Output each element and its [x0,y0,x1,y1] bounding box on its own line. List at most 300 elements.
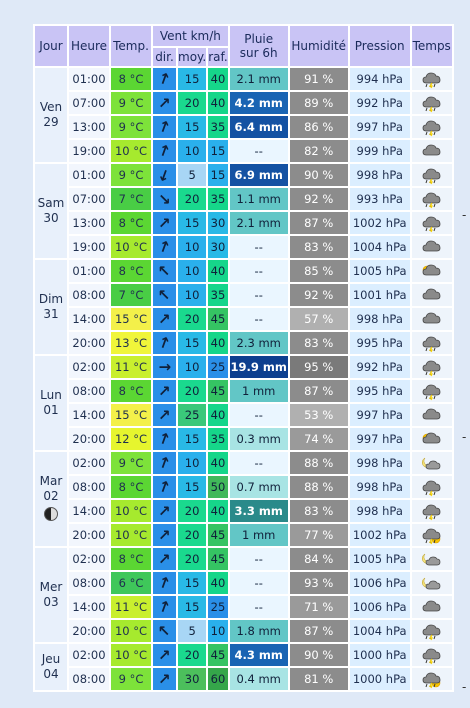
weather-cell [412,452,452,474]
weather-cell [412,380,452,402]
wind-dir-cell [153,644,176,666]
storm-icon [412,214,452,233]
rain-cell: 0.7 mm [230,476,288,498]
forecast-row [35,548,452,570]
weather-cell [412,668,452,690]
pressure-cell: 995 hPa [350,380,410,402]
pressure-cell: 1004 hPa [350,620,410,642]
humidity-cell: 82 % [290,140,348,162]
forecast-row [35,68,452,90]
storm-icon [412,94,452,113]
weather-cell [412,356,452,378]
temp-cell: 10 °C [111,620,151,642]
forecast-row [35,236,452,258]
wind-dir-cell [153,212,176,234]
wind-dir-cell [153,92,176,114]
wind-gust-cell: 40 [208,92,227,114]
temp-cell: 9 °C [111,668,151,690]
hour-cell: 20:00 [69,620,109,642]
rain-cell: -- [230,452,288,474]
weather-cell [412,140,452,162]
storm-icon [412,622,452,641]
hour-cell: 14:00 [69,500,109,522]
cloud-icon [412,286,452,305]
col-humidite: Humidité [290,26,348,66]
wind-avg-cell: 30 [178,668,206,690]
temp-cell: 6 °C [111,572,151,594]
cloud-icon [412,142,452,161]
col-heure: Heure [69,26,109,66]
wind-gust-cell: 40 [208,500,227,522]
wind-dir-cell [153,380,176,402]
day-number: 03 [43,595,59,609]
wind-arrow-icon: ↑ [153,620,176,642]
storm-icon [412,118,452,137]
hour-cell: 01:00 [69,260,109,282]
temp-cell: 15 °C [111,308,151,330]
weather-cell [412,620,452,642]
rain-cell: -- [230,236,288,258]
wind-arrow-icon: ↑ [155,428,174,450]
wind-dir-cell [153,68,176,90]
wind-avg-cell: 5 [178,620,206,642]
forecast-row [35,428,452,450]
temp-cell: 10 °C [111,500,151,522]
wind-gust-cell: 10 [208,620,227,642]
col-pression: Pression [350,26,410,66]
pressure-cell: 997 hPa [350,116,410,138]
pressure-cell: 1001 hPa [350,284,410,306]
wind-dir-cell [153,668,176,690]
wind-arrow-icon: ↑ [153,308,176,330]
forecast-row [35,572,452,594]
wind-gust-cell: 45 [208,548,227,570]
wind-gust-cell: 50 [208,476,227,498]
wind-gust-cell: 35 [208,116,227,138]
day-name: Mar [39,473,63,488]
storm-icon [412,382,452,401]
hour-cell: 01:00 [69,164,109,186]
humidity-cell: 93 % [290,572,348,594]
wind-gust-cell: 45 [208,644,227,666]
forecast-row [35,308,452,330]
wind-gust-cell: 40 [208,452,227,474]
wind-dir-cell [153,140,176,162]
hour-cell: 20:00 [69,332,109,354]
hour-cell: 08:00 [69,284,109,306]
rain-cell: 0.3 mm [230,428,288,450]
humidity-cell: 90 % [290,164,348,186]
wind-dir-cell [153,308,176,330]
temp-cell: 11 °C [111,356,151,378]
weather-cell [412,548,452,570]
day-name: Lun [40,388,62,402]
forecast-table [33,24,454,692]
weather-cell [412,68,452,90]
forecast-frame [33,24,458,692]
wind-gust-cell: 35 [208,428,227,450]
hour-cell: 07:00 [69,188,109,210]
day-cell [35,548,67,642]
weather-cell [412,260,452,282]
weather-cell [412,284,452,306]
wind-dir-cell [153,620,176,642]
wind-dir-cell [153,116,176,138]
humidity-cell: 83 % [290,236,348,258]
weather-cell [412,116,452,138]
pressure-cell: 998 hPa [350,452,410,474]
pressure-cell: 992 hPa [350,92,410,114]
wind-arrow-icon: ↑ [153,380,176,402]
pressure-cell: 998 hPa [350,476,410,498]
forecast-row [35,116,452,138]
col-temp: Temp. [111,26,151,66]
scroll-mark-2: - [462,430,467,444]
wind-gust-cell: 35 [208,188,227,210]
forecast-row [35,596,452,618]
weather-cell [412,428,452,450]
moon-cloud-icon [412,454,452,473]
forecast-row [35,92,452,114]
storm-icon [412,190,452,209]
wind-avg-cell: 15 [178,476,206,498]
storm-icon [412,70,452,89]
wind-gust-cell: 25 [208,356,227,378]
humidity-cell: 95 % [290,356,348,378]
wind-gust-cell: 40 [208,332,227,354]
storm-icon [412,478,452,497]
weather-cell [412,332,452,354]
day-name: Sam [37,196,65,210]
wind-dir-cell [153,476,176,498]
forecast-row [35,380,452,402]
weather-cell [412,476,452,498]
humidity-cell: 74 % [290,428,348,450]
wind-dir-cell [153,524,176,546]
pressure-cell: 998 hPa [350,164,410,186]
rain-cell: 6.9 mm [230,164,288,186]
storm-sun-icon [412,670,452,689]
day-cell [35,260,67,354]
wind-gust-cell: 30 [208,236,227,258]
rain-cell: 2.3 mm [230,332,288,354]
col-raf: raf. [208,50,228,64]
humidity-cell: 89 % [290,92,348,114]
humidity-cell: 88 % [290,476,348,498]
pressure-cell: 1006 hPa [350,572,410,594]
forecast-row [35,260,452,282]
moon-phase-icon [44,507,58,521]
wind-dir-cell [153,548,176,570]
weather-cell [412,308,452,330]
humidity-cell: 71 % [290,596,348,618]
wind-arrow-icon: ↑ [153,188,176,210]
hour-cell: 02:00 [69,548,109,570]
wind-arrow-icon: ↑ [153,260,176,282]
temp-cell: 8 °C [111,212,151,234]
wind-arrow-icon: ↑ [153,500,176,522]
wind-arrow-icon: ↑ [155,572,174,594]
rain-cell: -- [230,140,288,162]
col-jour: Jour [35,26,67,66]
day-number: 01 [43,403,59,417]
hour-cell: 19:00 [69,140,109,162]
col-vent: Vent km/h [153,26,228,46]
weather-cell [412,164,452,186]
wind-avg-cell: 20 [178,380,206,402]
pressure-cell: 998 hPa [350,308,410,330]
pressure-cell: 1006 hPa [350,596,410,618]
rain-cell: 2.1 mm [230,212,288,234]
rain-cell: -- [230,404,288,426]
hour-cell: 08:00 [69,572,109,594]
temp-cell: 7 °C [111,188,151,210]
sun-cloud-icon [412,262,452,281]
humidity-cell: 57 % [290,308,348,330]
wind-avg-cell: 10 [178,140,206,162]
hour-cell: 01:00 [69,68,109,90]
temp-cell: 8 °C [111,68,151,90]
weather-cell [412,92,452,114]
pressure-cell: 999 hPa [350,140,410,162]
wind-avg-cell: 15 [178,68,206,90]
wind-gust-cell: 45 [208,308,227,330]
pressure-cell: 1000 hPa [350,644,410,666]
humidity-cell: 53 % [290,404,348,426]
temp-cell: 9 °C [111,92,151,114]
wind-avg-cell: 15 [178,572,206,594]
humidity-cell: 81 % [290,668,348,690]
day-name: Dim [38,292,64,306]
temp-cell: 7 °C [111,284,151,306]
temp-cell: 11 °C [111,596,151,618]
temp-cell: 9 °C [111,116,151,138]
wind-avg-cell: 20 [178,188,206,210]
rain-cell: -- [230,284,288,306]
wind-arrow-icon: ↑ [153,524,176,546]
col-dir: dir. [153,48,176,66]
wind-arrow-icon: ↑ [155,164,174,186]
wind-avg-cell: 15 [178,332,206,354]
rain-cell: 19.9 mm [230,356,288,378]
day-name: Mer [39,580,63,594]
wind-gust-cell: 15 [208,140,227,162]
forecast-row [35,212,452,234]
weather-cell [412,524,452,546]
wind-gust-cell: 15 [208,164,227,186]
forecast-row [35,644,452,666]
wind-arrow-icon: ↑ [155,236,174,258]
humidity-cell: 90 % [290,644,348,666]
wind-avg-cell: 25 [178,404,206,426]
hour-cell: 02:00 [69,452,109,474]
wind-dir-cell [153,188,176,210]
wind-dir-cell [153,332,176,354]
weather-cell [412,644,452,666]
wind-dir-cell [153,164,176,186]
wind-dir-cell [153,452,176,474]
wind-avg-cell: 20 [178,308,206,330]
wind-avg-cell: 10 [178,452,206,474]
storm-icon [412,646,452,665]
wind-avg-cell: 15 [178,428,206,450]
rain-cell: -- [230,260,288,282]
humidity-cell: 84 % [290,548,348,570]
hour-cell: 20:00 [69,524,109,546]
pressure-cell: 994 hPa [350,68,410,90]
storm-icon [412,166,452,185]
temp-cell: 8 °C [111,380,151,402]
hour-cell: 02:00 [69,644,109,666]
temp-cell: 8 °C [111,260,151,282]
scroll-mark-1: - [462,208,467,222]
forecast-row [35,140,452,162]
temp-cell: 10 °C [111,140,151,162]
rain-cell: -- [230,596,288,618]
pressure-cell: 997 hPa [350,428,410,450]
wind-gust-cell: 25 [208,596,227,618]
day-cell [35,452,67,546]
pressure-cell: 995 hPa [350,332,410,354]
wind-avg-cell: 20 [178,548,206,570]
day-cell [35,68,67,162]
pressure-cell: 1002 hPa [350,212,410,234]
wind-dir-cell [153,596,176,618]
wind-arrow-icon: ↑ [155,332,174,354]
day-number: 02 [43,488,59,503]
weather-cell [412,236,452,258]
wind-arrow-icon: ↑ [153,644,176,666]
wind-arrow-icon: ↑ [155,596,174,618]
forecast-row [35,284,452,306]
humidity-cell: 83 % [290,332,348,354]
moon-cloud-icon [412,550,452,569]
day-cell [35,356,67,450]
wind-avg-cell: 10 [178,236,206,258]
day-name: Ven [39,100,63,114]
hour-cell: 13:00 [69,116,109,138]
day-cell [35,164,67,258]
wind-dir-cell [153,236,176,258]
wind-arrow-icon: ↑ [153,284,176,306]
humidity-cell: 87 % [290,380,348,402]
rain-cell: 1 mm [230,524,288,546]
hour-cell: 08:00 [69,476,109,498]
wind-arrow-icon: ↑ [153,92,176,114]
storm-icon [412,334,452,353]
wind-arrow-icon: ↑ [155,68,174,90]
pressure-cell: 1004 hPa [350,236,410,258]
forecast-row [35,332,452,354]
humidity-cell: 77 % [290,524,348,546]
day-cell [35,644,67,690]
wind-avg-cell: 5 [178,164,206,186]
forecast-row [35,668,452,690]
wind-avg-cell: 15 [178,596,206,618]
temp-cell: 8 °C [111,476,151,498]
temp-cell: 13 °C [111,332,151,354]
wind-dir-cell [153,500,176,522]
temp-cell: 9 °C [111,164,151,186]
hour-cell: 20:00 [69,428,109,450]
cloud-icon [412,238,452,257]
storm-icon [412,502,452,521]
wind-avg-cell: 20 [178,92,206,114]
temp-cell: 10 °C [111,644,151,666]
hour-cell: 08:00 [69,380,109,402]
hour-cell: 13:00 [69,212,109,234]
pressure-cell: 993 hPa [350,188,410,210]
rain-cell: -- [230,548,288,570]
humidity-cell: 91 % [290,68,348,90]
pressure-cell: 992 hPa [350,356,410,378]
forecast-row [35,356,452,378]
temp-cell: 10 °C [111,524,151,546]
humidity-cell: 92 % [290,284,348,306]
humidity-cell: 86 % [290,116,348,138]
col-pluie: Pluie sur 6h [230,26,288,66]
wind-avg-cell: 20 [178,500,206,522]
wind-gust-cell: 30 [208,212,227,234]
rain-cell: 1 mm [230,380,288,402]
wind-dir-cell [153,356,176,378]
wind-dir-cell [153,404,176,426]
wind-arrow-icon: ↑ [155,452,174,474]
wind-avg-cell: 20 [178,524,206,546]
day-number: 04 [43,667,59,681]
weather-cell [412,572,452,594]
cloud-icon [412,598,452,617]
col-moy: moy. [178,50,207,64]
wind-gust-cell: 40 [208,572,227,594]
weather-cell [412,212,452,234]
wind-gust-cell: 60 [208,668,227,690]
hour-cell: 14:00 [69,308,109,330]
rain-cell: -- [230,308,288,330]
wind-dir-cell [153,428,176,450]
wind-gust-cell: 45 [208,524,227,546]
hour-cell: 08:00 [69,668,109,690]
weather-cell [412,596,452,618]
temp-cell: 8 °C [111,548,151,570]
hour-cell: 07:00 [69,92,109,114]
wind-arrow-icon: ↑ [153,404,176,426]
wind-gust-cell: 40 [208,404,227,426]
humidity-cell: 87 % [290,620,348,642]
day-number: 31 [43,307,59,321]
wind-avg-cell: 20 [178,644,206,666]
forecast-row [35,476,452,498]
wind-arrow-icon: ↑ [155,140,174,162]
day-number: 29 [43,115,59,129]
wind-gust-cell: 35 [208,284,227,306]
temp-cell: 12 °C [111,428,151,450]
weather-cell [412,188,452,210]
rain-cell: 4.3 mm [230,644,288,666]
rain-cell: -- [230,572,288,594]
scroll-mark-3: - [462,680,467,694]
forecast-row [35,164,452,186]
cloud-icon [412,406,452,425]
wind-dir-cell [153,572,176,594]
humidity-cell: 83 % [290,500,348,522]
wind-avg-cell: 10 [178,260,206,282]
pressure-cell: 1005 hPa [350,260,410,282]
wind-arrow-icon: ↑ [155,360,174,374]
wind-avg-cell: 15 [178,212,206,234]
pressure-cell: 1005 hPa [350,548,410,570]
wind-dir-cell [153,284,176,306]
